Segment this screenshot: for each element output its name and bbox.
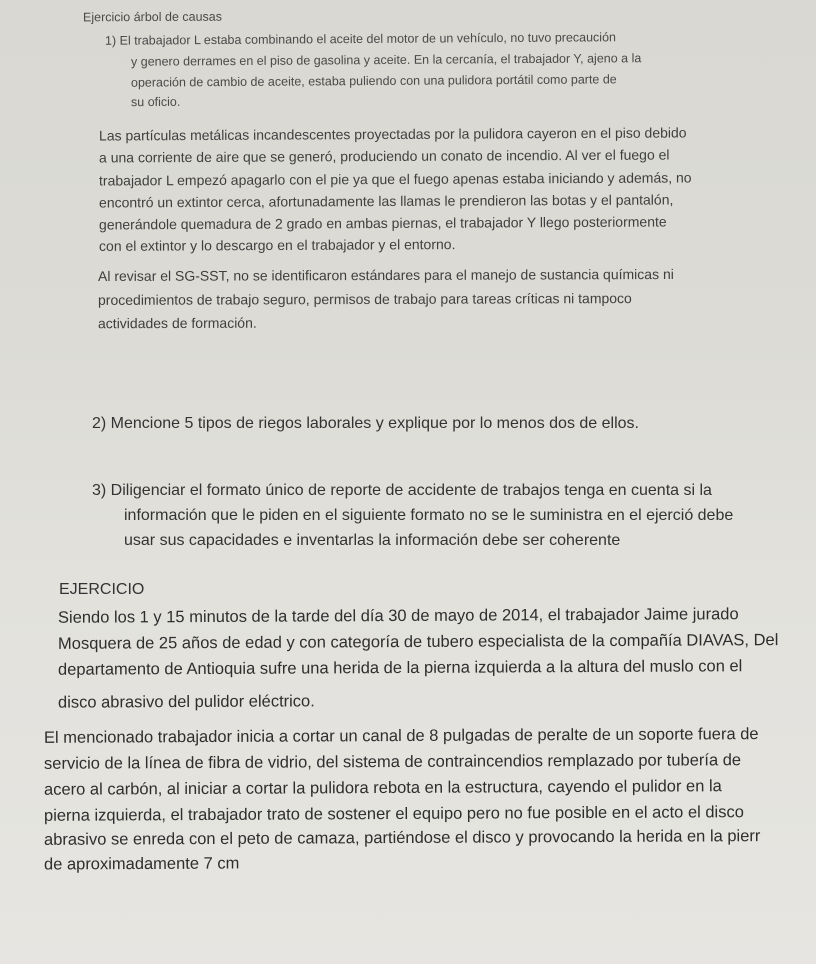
paragraph-line: El mencionado trabajador inicia a cortar un canal de 8 pulgadas de peralte de un soporte fuera de: [43, 725, 759, 747]
question-1-line: su oficio.: [130, 94, 181, 110]
paragraph-line: actividades de formación.: [97, 314, 257, 332]
paragraph-line: Mosquera de 25 años de edad y con categoría de tubero especialista de la compañía DIAVAS, Del: [57, 631, 779, 653]
paragraph-line: encontró un extintor cerca, afortunadamente las llamas le prendieron las botas y el pantalón,: [98, 191, 674, 211]
paragraph-line: a una corriente de aire que se generó, produciendo un conato de incendio. Al ver el fuego el: [98, 146, 670, 166]
question-1-line: operación de cambio de aceite, estaba puliendo con una pulidora portátil como parte de: [130, 72, 617, 90]
paragraph-line: con el extintor y lo descargo en el trabajador y el entorno.: [98, 236, 456, 254]
paragraph-line: Siendo los 1 y 15 minutos de la tarde del día 30 de mayo de 2014, el trabajador Jaime jurado: [57, 605, 739, 627]
paragraph-line: servicio de la línea de fibra de vidrio, del sistema de contraincendios remplazado por tubería de: [43, 751, 742, 773]
question-1-line: 1) El trabajador L estaba combinando el aceite del motor de un vehículo, no tuvo precaución: [104, 30, 617, 48]
question-3-line: 3) Diligenciar el formato único de reporte de accidente de trabajos tenga en cuenta si la: [92, 482, 712, 499]
paragraph-line: Al revisar el SG-SST, no se identificaron estándares para el manejo de sustancia químicas ni: [97, 265, 674, 285]
question-3-line: información que le piden en el siguiente formato no se le suministra en el ejerció debe: [124, 507, 734, 524]
section-heading-ejercicio: EJERCICIO: [59, 581, 145, 598]
question-3-line: usar sus capacidades e inventarlas la información debe ser coherente: [124, 532, 621, 549]
paragraph-line: acero al carbón, al iniciar a cortar la pulidora rebota en la estructura, cayendo el pulidor en la: [43, 777, 722, 799]
paragraph-line: trabajador L empezó apagarlo con el pie ya que el fuego apenas estaba iniciando y además, no: [98, 169, 692, 189]
paragraph-line: de aproximadamente 7 cm: [43, 854, 240, 874]
paragraph-line: disco abrasivo del pulidor eléctrico.: [57, 692, 315, 712]
question-2-line: 2) Mencione 5 tipos de riegos laborales y explique por lo menos dos de ellos.: [92, 415, 639, 432]
paragraph-line: departamento de Antioquia sufre una herida de la pierna izquierda a la altura del muslo con el: [57, 657, 743, 679]
paragraph-line: Las partículas metálicas incandescentes proyectadas por la pulidora cayeron en el piso debido: [98, 124, 687, 144]
paragraph-line: procedimientos de trabajo seguro, permisos de trabajo para tareas críticas ni tampoco: [97, 290, 632, 308]
paragraph-line: pierna izquierda, el trabajador trato de sostener el equipo pero no fue posible en el acto el disco: [43, 803, 744, 825]
question-1-line: y genero derrames en el piso de gasolina y aceite. En la cercanía, el trabajador Y, ajeno a la: [130, 51, 642, 69]
document-title: Ejercicio árbol de causas: [82, 9, 223, 25]
paragraph-line: abrasivo se enreda con el peto de camaza, partiéndose el disco y provocando la herida en la pierr: [43, 827, 761, 849]
paragraph-line: generándole quemadura de 2 grado en ambas piernas, el trabajador Y llego posteriormente: [98, 213, 667, 233]
